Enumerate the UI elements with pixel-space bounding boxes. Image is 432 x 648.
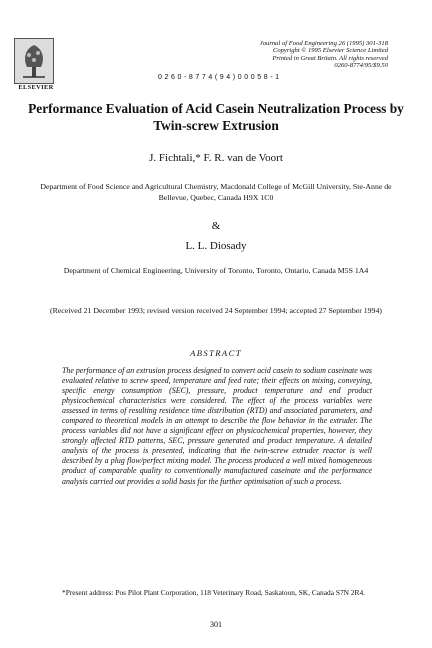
journal-citation [218,40,388,70]
journal-line: 0260-8774/95/$9.50 [334,62,388,70]
article-code: 0260-8774(94)00058-1 [158,74,282,81]
author-separator: & [211,220,221,232]
received-dates: (Received 21 December 1993; revised version received 24 September 1994; accepted 27 September 1994) [50,306,382,315]
journal-line: Journal of Food Engineering 26 (1995) 301-318 [259,40,388,47]
publisher-name: ELSEVIER [18,84,54,91]
affiliation-secondary: Department of Chemical Engineering, University of Toronto, Toronto, Ontario, Canada M5S 1A4 [63,266,369,275]
affiliation-primary: Department of Food Science and Agricultural Chemistry, Macdonald College of McGill University, Ste-Anne de Bellevue, Quebec, Canada H9X 1C0 [40,182,392,202]
page-number: 301 [210,620,222,629]
publisher-logo [14,38,54,84]
article-title: Performance Evaluation of Acid Casein Neutralization Process by Twin-screw Extrusion [28,101,404,133]
journal-line: Printed in Great Britain. All rights reserved [272,54,388,62]
author-footnote: *Present address: Pos Pilot Plant Corporation, 118 Veterinary Road, Saskatoon, SK, Canada S7N 2R4. [62,588,365,597]
journal-line: Copyright © 1995 Elsevier Science Limited [272,47,388,55]
abstract-text: The performance of an extrusion process designed to convert acid casein to sodium caseinate was evaluated relative to screw speed, temperature and feed rate; their effects on mixing, conveying, specific energy consumption (SEC), pressure, product temperature and end product physicochemical characteristics were considered. The effect of the process variables were assessed in terms of resulting residence time distribution (RTD) and associated parameters, and compared to theoretical models in an attempt to describe the flow behavior in the extruder. The process variables did not have a significant effect on physicochemical properties, however, they strongly affected RTD patterns, SEC, pressure generated and product temperature. A detailed analysis of the process is presented, indicating that the twin-screw extruder reactor is well described by a plug flow/perfect mixing model. The process produced a well mixed homogeneous product of comparable quality to conventionally manufactured caseinate and the performance analysis carried out provides a solid basis for the further optimisation of such a process. [62,366,372,486]
author-list-secondary: L. L. Diosady [185,240,247,252]
author-list-primary: J. Fichtali,* F. R. van de Voort [149,152,283,164]
abstract-heading: ABSTRACT [190,348,242,358]
